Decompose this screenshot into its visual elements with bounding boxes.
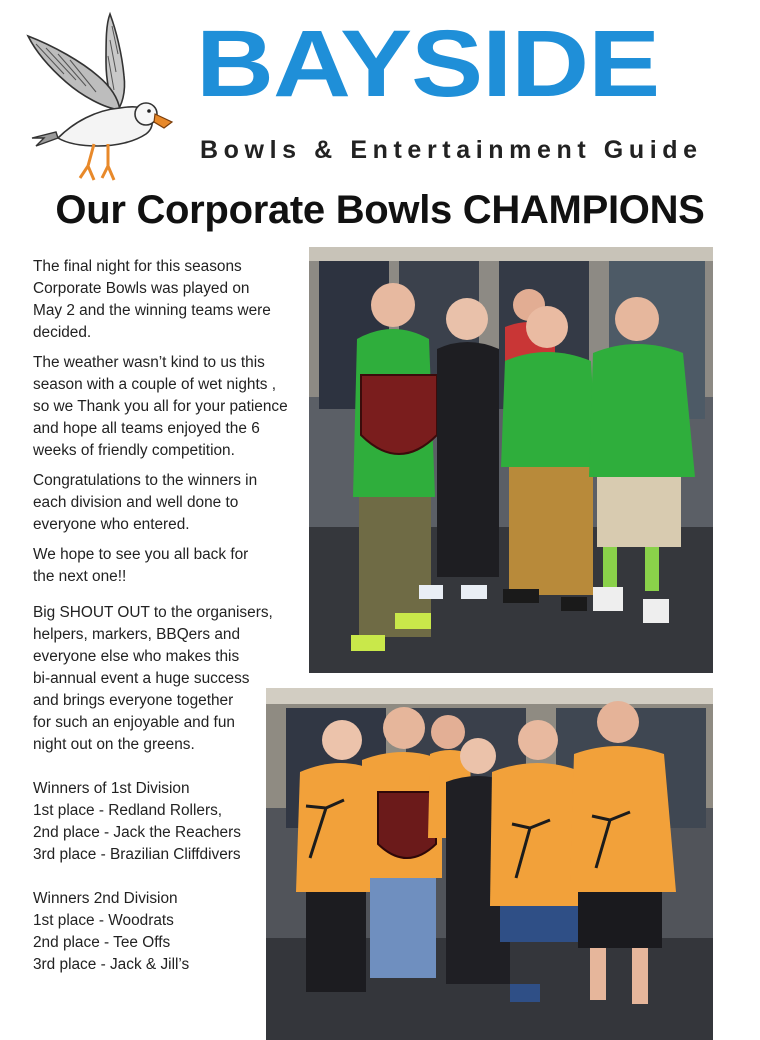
paragraph-see-you: We hope to see you all back for the next one!!: [33, 546, 249, 585]
list-item: 3rd place - Jack & Jill’s: [33, 956, 190, 973]
division-1-winners: [33, 778, 295, 866]
team-photo-green-shirts: [309, 247, 713, 673]
list-item: 2nd place - Jack the Reachers: [33, 824, 241, 841]
team-photo-hawaiian-shirts: [266, 688, 713, 1040]
article-body: [33, 256, 295, 976]
article-headline: Our Corporate Bowls CHAMPIONS: [55, 188, 705, 232]
shout-out-lead: Big SHOUT OUT to the organisers, helpers, markers, BBQers and everyone else who makes this: [33, 604, 273, 665]
division-2-heading: Winners 2nd Division: [33, 890, 178, 907]
list-item: 1st place - Woodrats: [33, 912, 174, 929]
brand-title: BAYSIDE: [196, 9, 660, 117]
shout-out-rest: bi-annual event a huge success and brings everyone together for such an enjoyable and fun night out on the greens.: [33, 670, 250, 753]
seagull-icon: [24, 10, 176, 182]
brand-tagline: Bowls & Entertainment Guide: [200, 136, 703, 164]
paragraph-congratulations: Congratulations to the winners in each division and well done to everyone who entered.: [33, 472, 258, 533]
paragraph-shout-out: [33, 602, 295, 756]
paragraph-final-night: The final night for this seasons Corporate Bowls was played on May 2 and the winning teams were decided.: [33, 258, 271, 341]
list-item: 2nd place - Tee Offs: [33, 934, 171, 951]
list-item: 1st place - Redland Rollers,: [33, 802, 223, 819]
paragraph-weather: The weather wasn’t kind to us this season with a couple of wet nights , so we Thank you all for your patience and hope all teams enjoyed the 6 weeks of friendly competition.: [33, 354, 288, 459]
division-2-winners: [33, 888, 295, 976]
list-item: 3rd place - Brazilian Cliffdivers: [33, 846, 241, 863]
division-1-heading: Winners of 1st Division: [33, 780, 190, 797]
